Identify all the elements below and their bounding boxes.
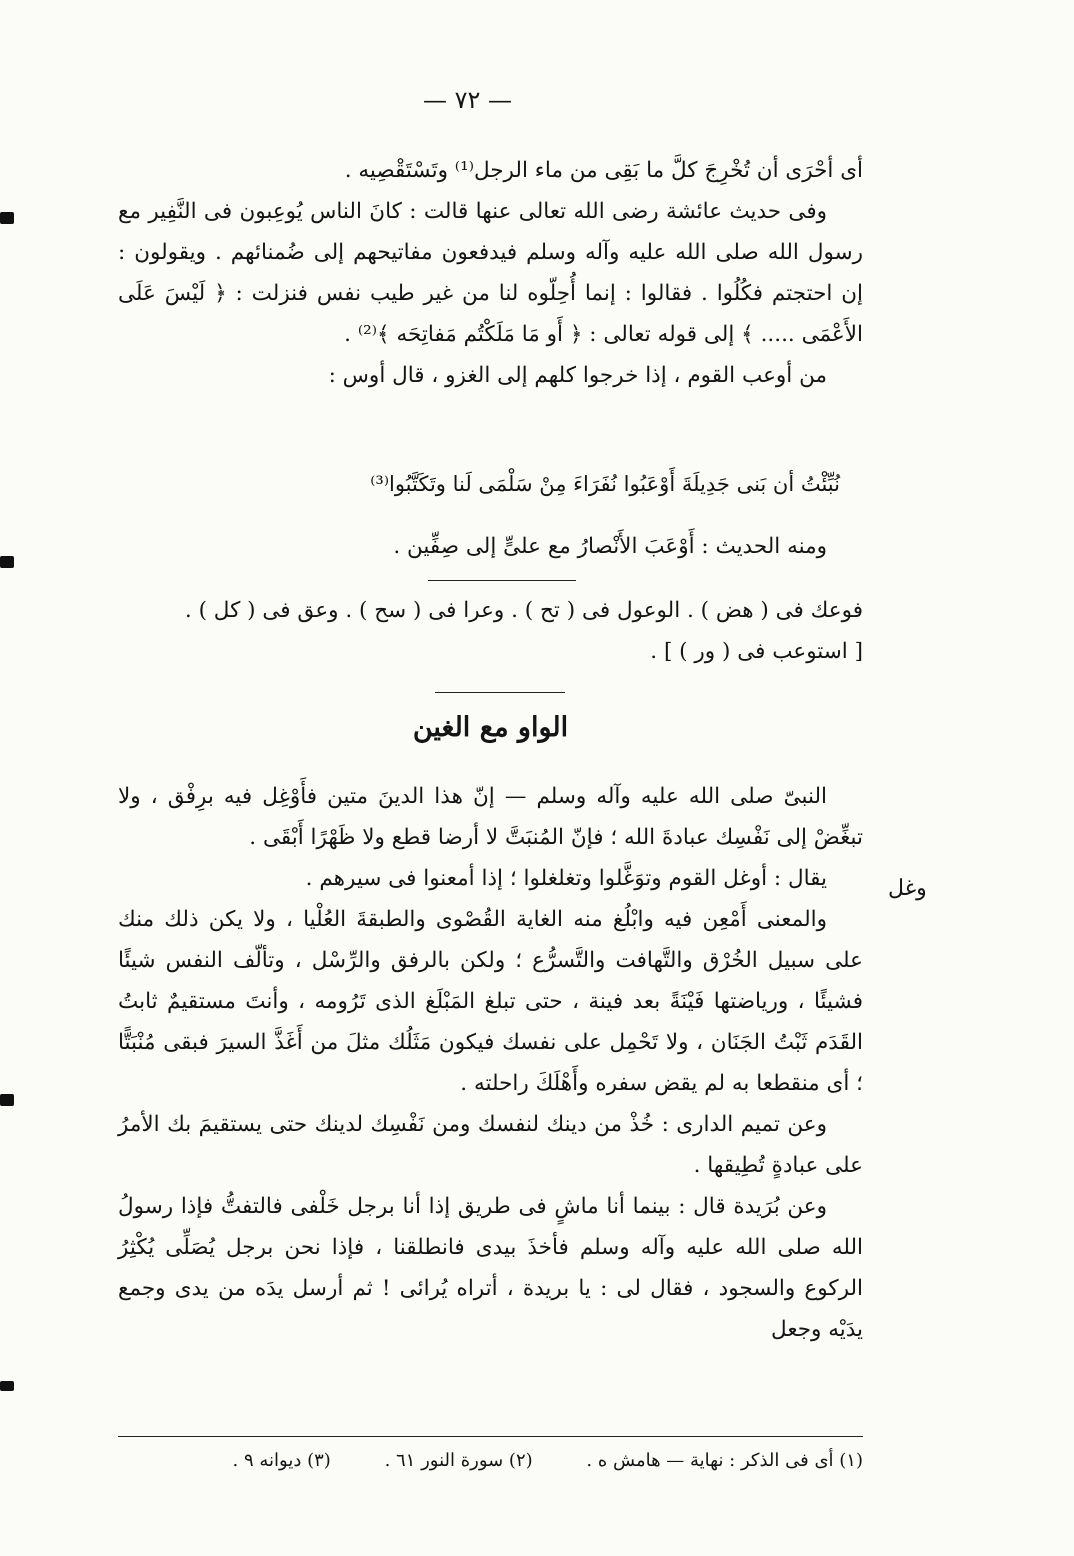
paragraph: النبىّ صلى الله عليه وآله وسلم — إنّ هذا الدينَ متين فأَوْغِل فيه برِفْق ، ولا تبغِّضْ إلى نَفْسِك عبادةَ الله ؛ فإنّ المُنبَتَّ لا أرضا قطع ولا ظَهْرًا أَبْقَى .	[118, 784, 863, 850]
paragraph: وعن بُرَيدة قال : بينما أنا ماشٍ فى طريق إذا أنا برجل خَلْفى فالتفتُّ فإذا رسولُ الله صلى الله عليه وآله وسلم فأخذَ بيدى فانطلقنا ، فإذا نحن برجل يُصَلِّى يُكْثِرُ الركوع والسجود ، فقال لى : يا بريدة ، أتراه يُرائى ! ثم أرسل يدَه من يدى وجمع يدَيْه وجعل	[118, 1194, 863, 1342]
paragraph: وفى حديث عائشة رضى الله تعالى عنها قالت : كانَ الناس يُوعِبون فى النَّفِير مع رسول الله صلى الله عليه وآله وسلم فيدفعون مفاتيحهم إلى ضُمنائهم . ويقولون : إن احتجتم فكُلُوا . فقالوا : إنما أُحِلّوه لنا من غير طيب نفس فنزلت : ﴿ لَيْسَ عَلَى الأَعْمَى ..... ﴾ إلى قوله تعالى : ﴿ أَو مَا مَلَكْتُم مَفاتِحَه ﴾⁽²⁾ .	[118, 199, 863, 347]
cross-references	[118, 590, 863, 672]
scan-edge-mark	[0, 1381, 14, 1391]
scan-edge-mark	[0, 212, 14, 224]
section-a	[118, 150, 863, 396]
paragraph: من أوعب القوم ، إذا خرجوا كلهم إلى الغزو ، قال أوس :	[328, 363, 827, 388]
scan-edge-mark	[0, 556, 14, 568]
footnotes	[118, 1444, 863, 1478]
cross-ref-line: فوعك فى ( هض ) . الوعول فى ( تح ) . وعرا فى ( سح ) . وعق فى ( كل ) .	[184, 598, 863, 623]
paragraph: وعن تميم الدارى : خُذْ من دينك لنفسك ومن نَفْسِك لدينك حتى يستقيمَ بك الأمرُ على عبادةٍ تُطِيقها .	[118, 1112, 863, 1178]
section-heading: الواو مع الغين	[412, 712, 569, 743]
footnote-rule	[118, 1436, 863, 1437]
divider-heading	[435, 692, 565, 693]
divider-short	[428, 580, 576, 581]
footnote: (٣) ديوانه ٩ .	[232, 1450, 331, 1471]
cross-ref-line: [ استوعب فى ( ور ) ] .	[650, 639, 863, 664]
footnote: (١) أى فى الذكر : نهاية — هامش ه .	[586, 1450, 863, 1471]
section-b	[118, 526, 863, 567]
paragraph: ومنه الحديث : أَوْعَبَ الأَنْصارُ مع علىٍّ إلى صِفِّين .	[393, 534, 827, 559]
poetry-verse: نُبِّئْتُ أن بَنى جَدِيلَةَ أَوْعَبُوا نُفَرَاءَ مِنْ سَلْمَى لَنا وتَكَتَّبُوا⁽³⁾	[370, 472, 840, 496]
page-number: — ٧٢ —	[422, 86, 513, 114]
paragraph: أى أحْرَى أن تُخْرِجَ كلَّ ما بَقِى من ماء الرجل⁽¹⁾ وتَسْتَقْصِيه .	[344, 158, 863, 183]
footnote: (٢) سورة النور ٦١ .	[384, 1450, 533, 1471]
paragraph: يقال : أوغل القوم وتوَغَّلوا وتغلغلوا ؛ إذا أمعنوا فى سيرهم .	[305, 866, 827, 891]
paragraph: والمعنى أَمْعِن فيه وابْلُغ منه الغاية القُصْوى والطبقةَ العُلْيا ، ولا يكن ذلك منك على سبيل الخُرْق والتَّهافت والتَّسرُّع ؛ ولكن بالرفق والرِّسْل ، وتألّف النفس شيئًا فشيئًا ، ورياضتها فَيْنَةً بعد فينة ، حتى تبلغ المَبْلَغ الذى تَرُومه ، وأنتَ مستقيمٌ ثابتُ القَدَم ثَبْتُ الجَنَان ، ولا تَحْمِل على نفسك فيكون مَثَلُك مثلَ من أَغَذَّ السيرَ فبقى مُنْبَتًّا ؛ أى منقطعا به لم يقض سفره وأَهْلَكَ راحلته .	[118, 907, 863, 1096]
section-c	[118, 776, 863, 1350]
scan-edge-mark	[0, 1094, 14, 1106]
margin-entry-word: وغل	[888, 876, 927, 901]
